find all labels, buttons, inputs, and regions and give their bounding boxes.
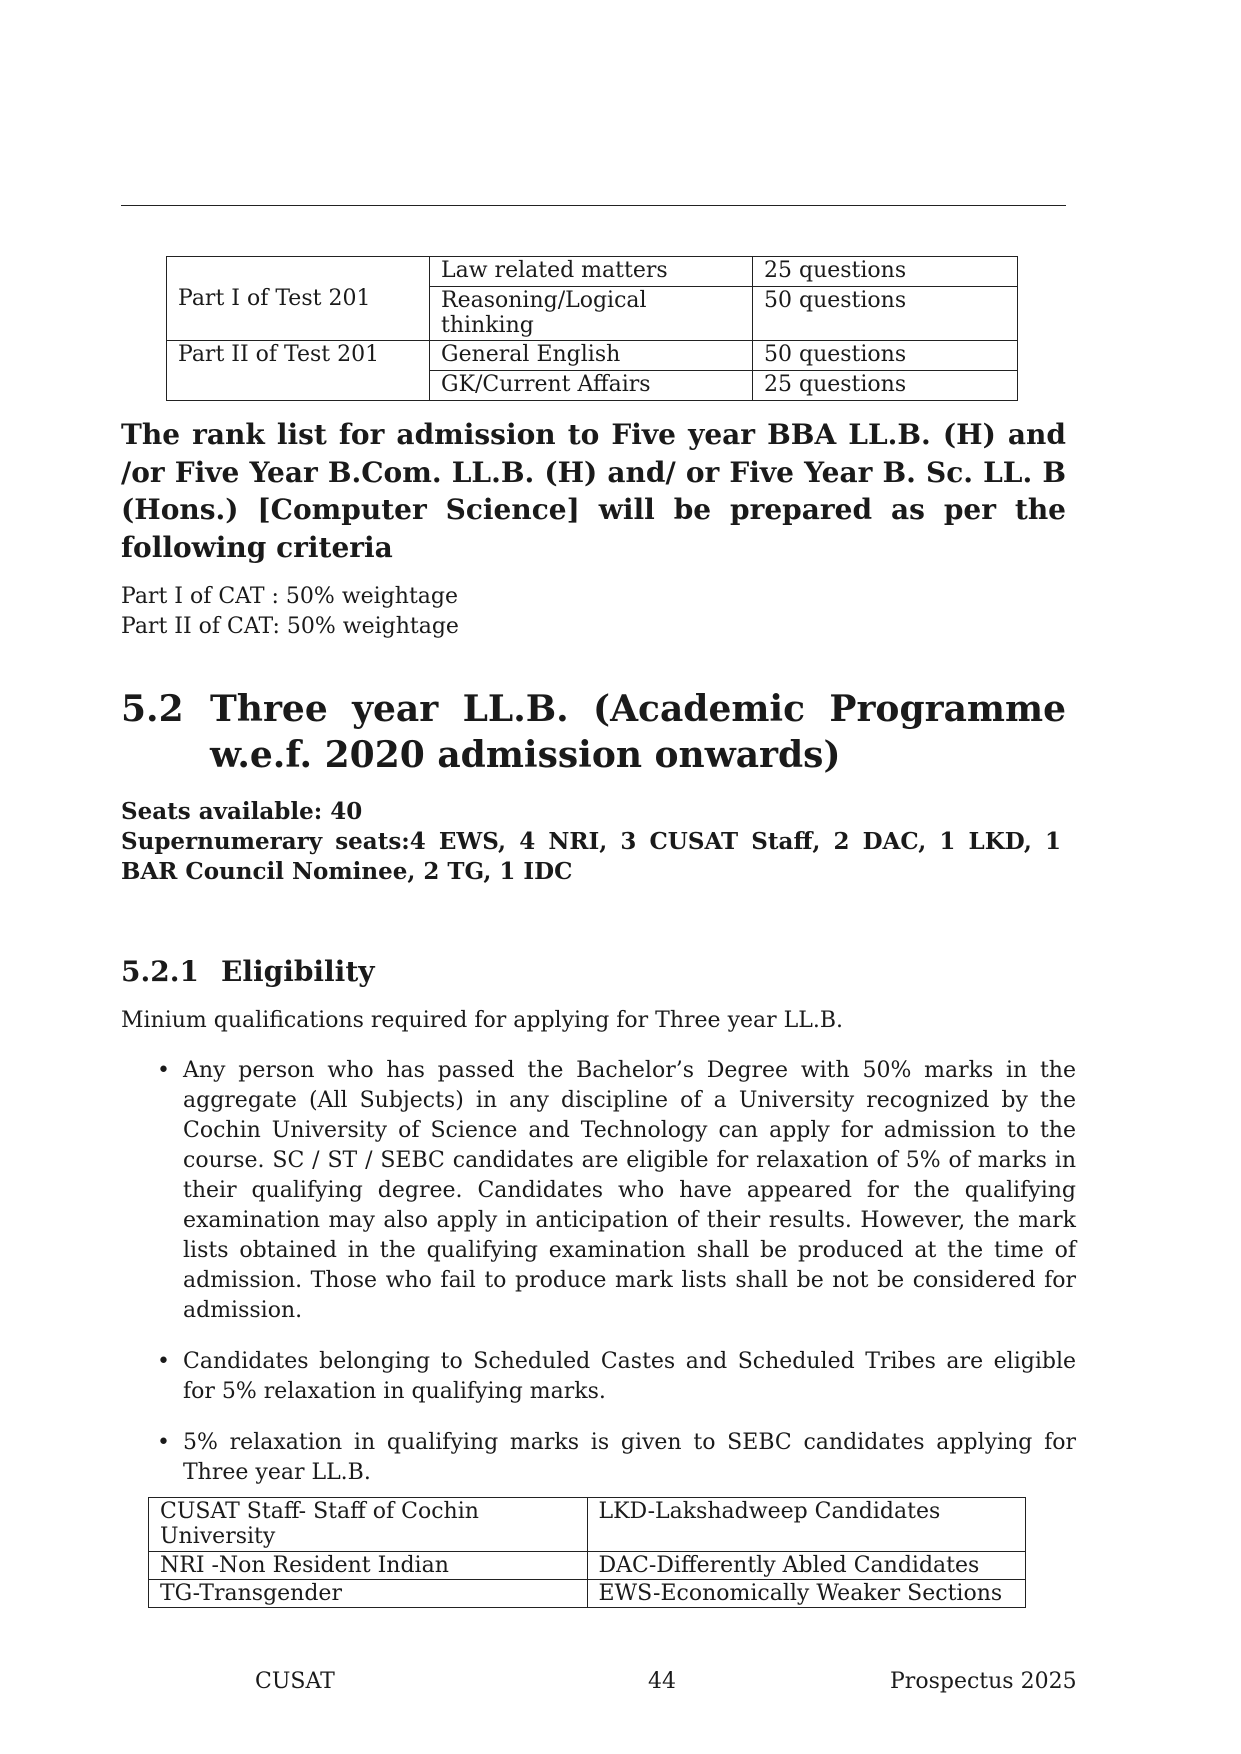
table-cell: CUSAT Staff- Staff of Cochin University xyxy=(149,1498,588,1552)
abbreviation-table xyxy=(148,1497,1026,1608)
rank-list-criteria-heading: The rank list for admission to Five year BBA LL.B. (H) and /or Five Year B.Com. LL.B. (H) and/ or Five Year B. Sc. LL. B (Hons.) [Computer Science] will be prepared as per the following criteria xyxy=(121,418,1066,564)
list-item-text: Candidates belonging to Scheduled Castes and Scheduled Tribes are eligible for 5% relaxation in qualifying marks. xyxy=(183,1349,1076,1404)
table-cell-questions: 50 questions xyxy=(753,287,1018,341)
table-cell-part: Part II of Test 201 xyxy=(167,340,430,370)
section-number: 5.2 xyxy=(121,688,184,730)
subsection-heading xyxy=(121,955,375,989)
table-cell: EWS-Economically Weaker Sections xyxy=(587,1579,1026,1607)
table-row xyxy=(167,370,1018,400)
table-cell-questions: 25 questions xyxy=(753,370,1018,400)
list-item xyxy=(121,1056,1076,1326)
supernumerary-seats: Supernumerary seats:4 EWS, 4 NRI, 3 CUSAT Staff, 2 DAC, 1 LKD, 1 BAR Council Nominee, 2 TG, 1 IDC xyxy=(121,828,1061,885)
bullet-icon: • xyxy=(157,1058,170,1083)
seats-available: Seats available: 40 xyxy=(121,798,363,825)
page-number: 44 xyxy=(648,1669,676,1694)
table-row xyxy=(167,257,1018,287)
list-item xyxy=(121,1347,1076,1407)
eligibility-list xyxy=(121,1056,1076,1509)
table-cell-subject: GK/Current Affairs xyxy=(430,370,753,400)
eligibility-intro: Minium qualifications required for applying for Three year LL.B. xyxy=(121,1008,844,1033)
test-structure-table xyxy=(166,256,1018,401)
table-cell-part: Part I of Test 201 xyxy=(167,257,430,341)
table-row xyxy=(149,1579,1026,1607)
table-cell-questions: 50 questions xyxy=(753,340,1018,370)
list-item-text: Any person who has passed the Bachelor’s Degree with 50% marks in the aggregate (All Subjects) in any discipline of a University recognized by the Cochin University of Science and Technology can apply for admission to the course. SC / ST / SEBC candidates are eligible for relaxation of 5% of marks in their qualifying degree. Candidates who have appeared for the qualifying examination may also apply in anticipation of their results. However, the mark lists obtained in the qualifying examination shall be produced at the time of admission. Those who fail to produce mark lists shall be not be considered for admission. xyxy=(183,1058,1076,1323)
table-cell-subject: General English xyxy=(430,340,753,370)
table-row xyxy=(149,1498,1026,1552)
footer-left: CUSAT xyxy=(255,1669,335,1694)
table-cell-subject: Law related matters xyxy=(430,257,753,287)
subsection-title: Eligibility xyxy=(221,955,375,988)
section-title: Three year LL.B. (Academic Programme w.e.f. 2020 admission onwards) xyxy=(210,688,1066,776)
list-item xyxy=(121,1428,1076,1488)
bullet-icon: • xyxy=(157,1430,170,1455)
footer-right: Prospectus 2025 xyxy=(890,1669,1077,1694)
weightage-line: Part II of CAT: 50% weightage xyxy=(121,614,459,639)
table-cell-subject: Reasoning/Logical thinking xyxy=(430,287,753,341)
header-rule xyxy=(121,205,1066,206)
table-cell: DAC-Differently Abled Candidates xyxy=(587,1551,1026,1579)
table-cell-part xyxy=(167,370,430,400)
table-cell: LKD-Lakshadweep Candidates xyxy=(587,1498,1026,1552)
list-item-text: 5% relaxation in qualifying marks is given to SEBC candidates applying for Three year LL.B. xyxy=(183,1430,1076,1485)
table-row xyxy=(149,1551,1026,1579)
table-cell-questions: 25 questions xyxy=(753,257,1018,287)
table-row xyxy=(167,340,1018,370)
table-cell: NRI -Non Resident Indian xyxy=(149,1551,588,1579)
weightage-line: Part I of CAT : 50% weightage xyxy=(121,584,459,609)
bullet-icon: • xyxy=(157,1349,170,1374)
subsection-number: 5.2.1 xyxy=(121,955,199,988)
table-cell: TG-Transgender xyxy=(149,1579,588,1607)
